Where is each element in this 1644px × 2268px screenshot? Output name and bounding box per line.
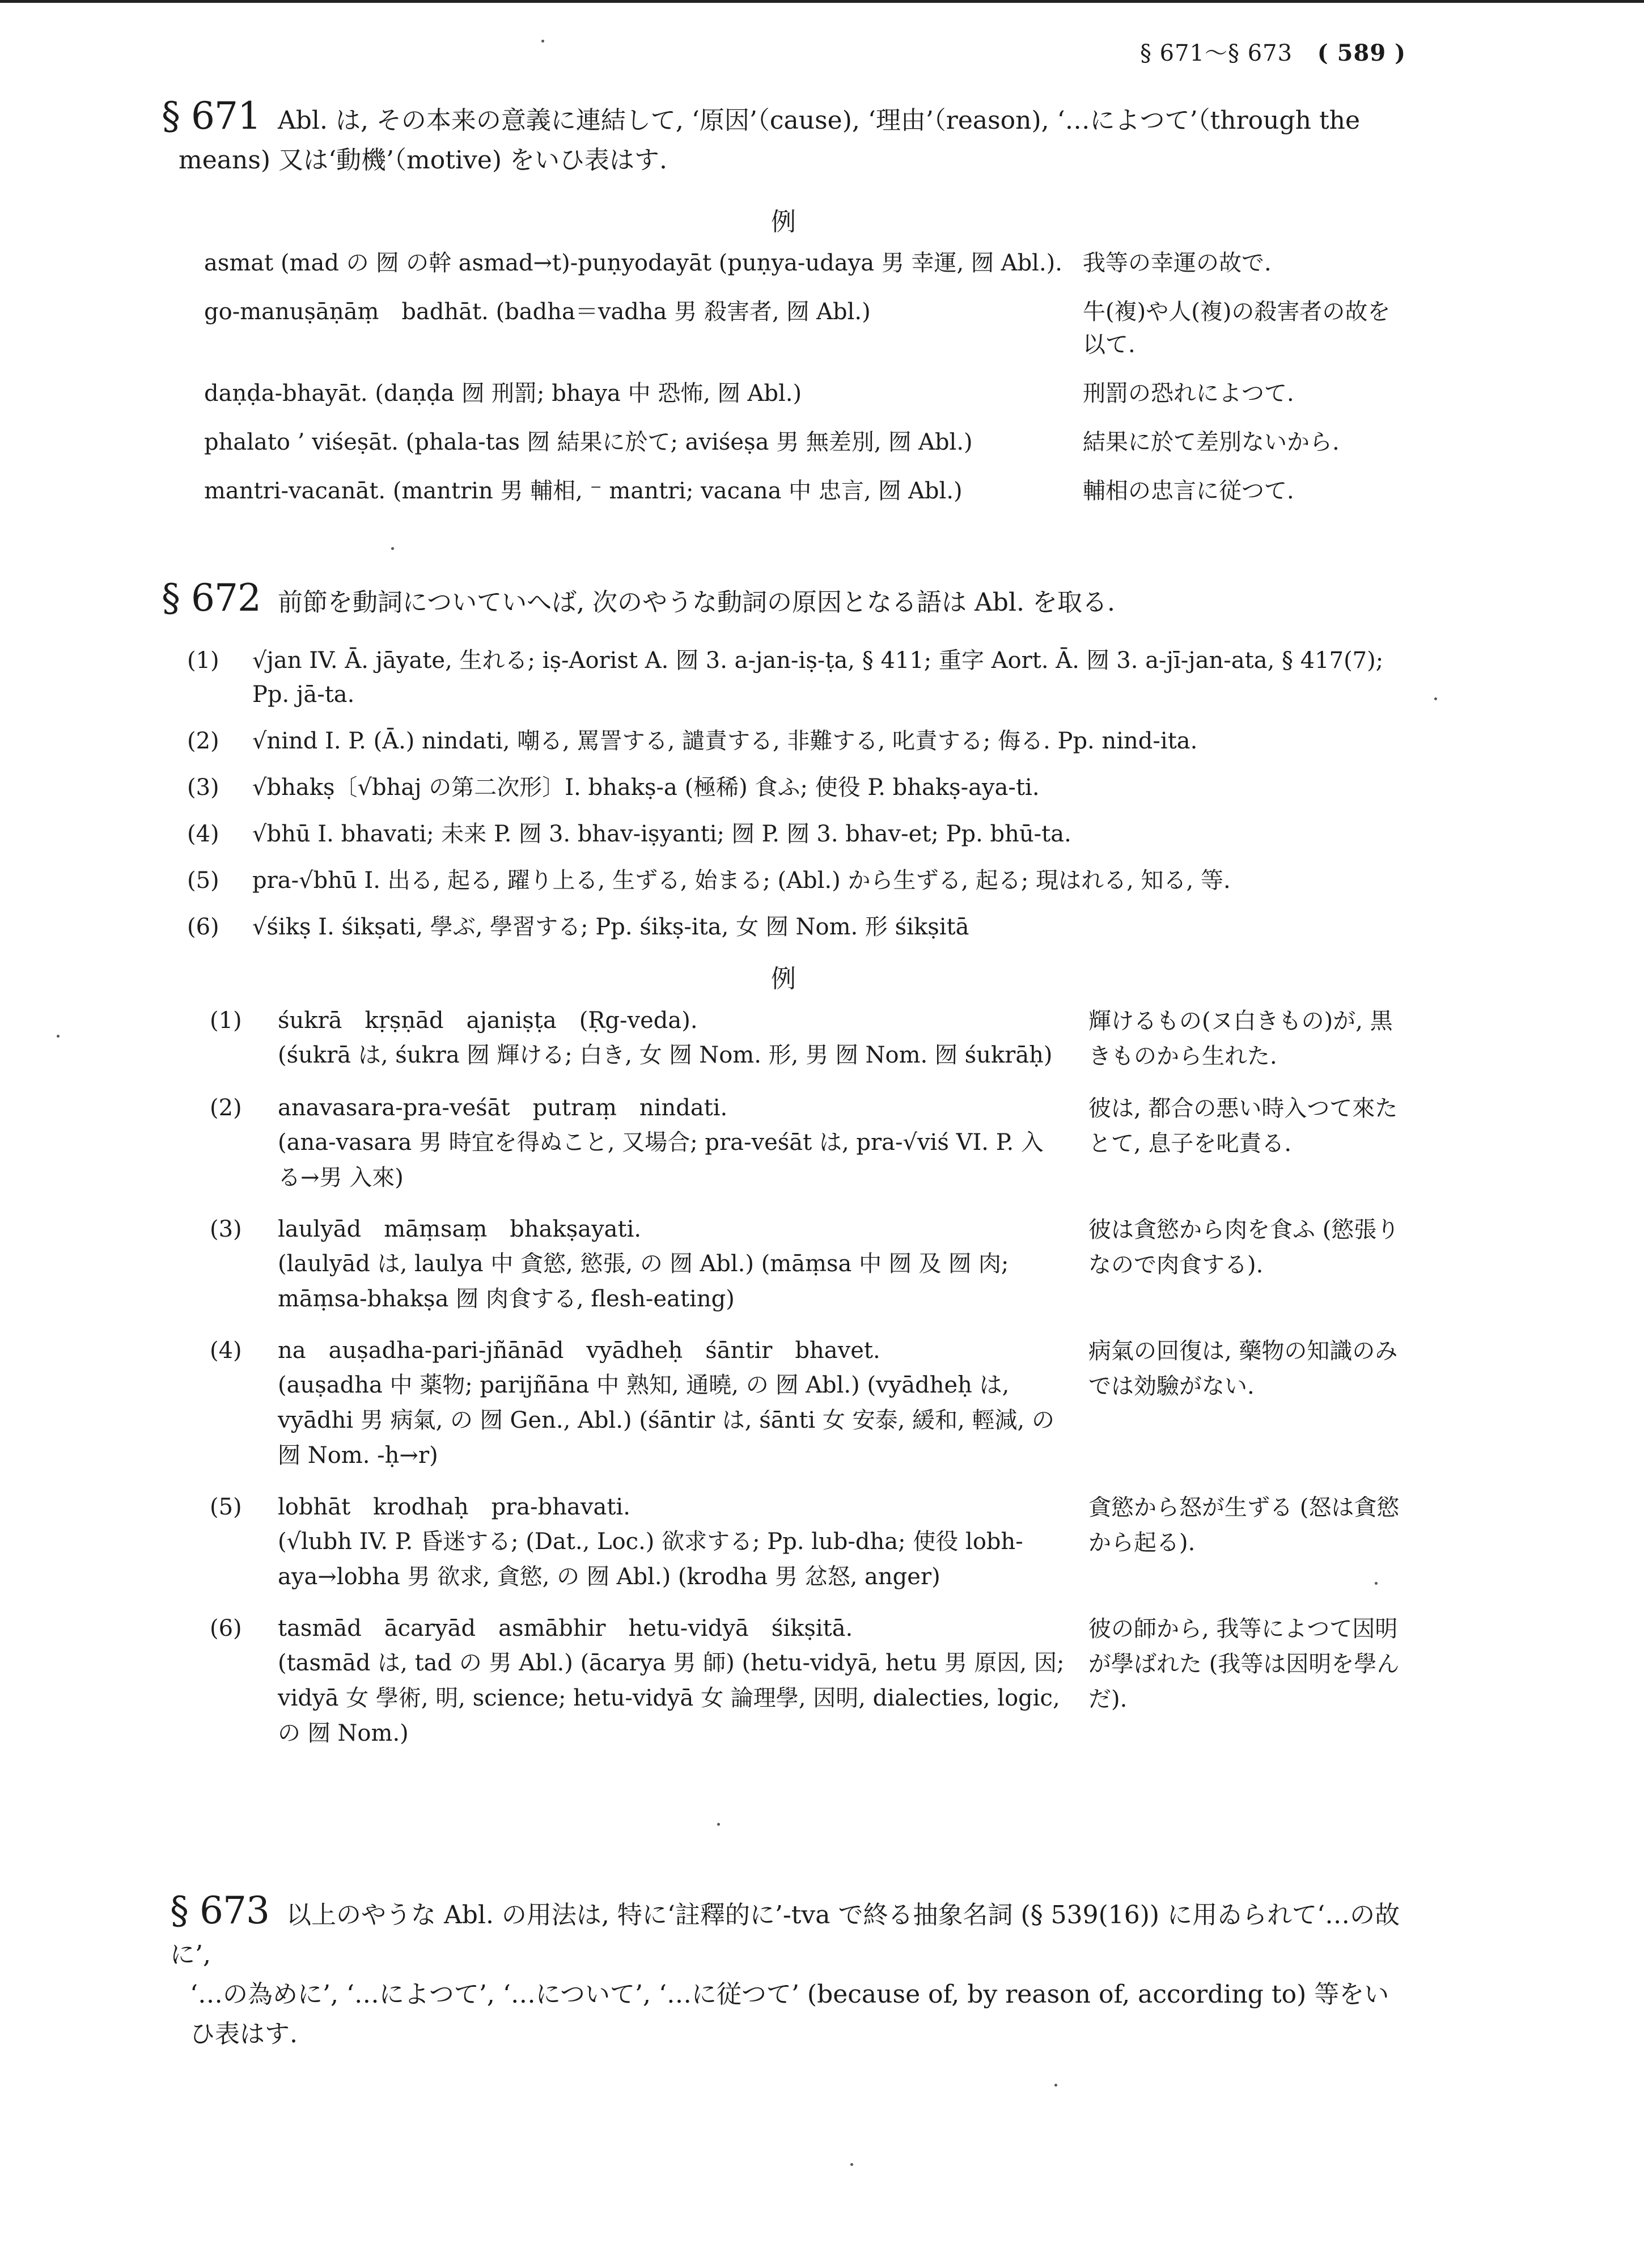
grammar-note: (auṣadha 中 薬物; parijñāna 中 熟知, 通曉, の 囫 Abl.) (vyādheḥ は, vyādhi 男 病氣, の 囫 Gen., Abl.) (śāntir は, śānti 女 安泰, 緩和, 輕減, の 囫 Nom. -ḥ→r)	[278, 1372, 1054, 1469]
example-block	[210, 1212, 1406, 1317]
scan-speck	[57, 1035, 60, 1038]
item-text: √śikṣ I. śikṣati, 學ぶ, 學習する; Pp. śikṣ-ita, 女 囫 Nom. 形 śikṣitā	[252, 914, 969, 940]
section-673	[170, 1891, 1406, 2054]
translation: 輔相の忠言に従つて.	[1083, 478, 1294, 504]
grammar-note: (śukrā は, śukra 囫 輝ける; 白き, 女 囫 Nom. 形, 男 囫 Nom. 囫 śukrāḥ)	[278, 1042, 1053, 1068]
section-lead: 前節を動詞についていへば, 次のやうな動詞の原因となる語は Abl. を取る.	[277, 588, 1116, 617]
section-number: § 671	[162, 94, 261, 138]
list-item	[187, 771, 1412, 805]
page-number: ( 589 )	[1317, 40, 1406, 66]
translation: 刑罰の恐れによつて.	[1083, 380, 1294, 407]
example-block	[210, 1091, 1406, 1195]
example-row	[204, 247, 1406, 280]
section-lead-cont: means) 又は‘動機’（motive) をいひ表はす.	[179, 146, 668, 175]
item-number: (4)	[187, 821, 219, 847]
grammar-note: (laulyād は, laulya 中 貪慾, 慾張, の 囫 Abl.) (māṃsa 中 囫 及 囫 肉; māṃsa-bhakṣa 囫 肉食する, flesh-eating)	[278, 1251, 1009, 1312]
section-lead: 以上のやうな Abl. の用法は, 特に‘註釋的に’-tva で終る抽象名詞 (§ 539(16)) に用ゐられて‘…の故に’,	[170, 1901, 1400, 1969]
sanskrit-sentence: na auṣadha-pari-jñānād vyādheḥ śāntir bhavet.	[278, 1338, 880, 1364]
item-text: √nind I. P. (Ā.) nindati, 嘲る, 罵詈する, 譴責する, 非難する, 叱責する; 侮る. Pp. nind-ita.	[252, 728, 1198, 754]
sanskrit-text: phalato ’ viśeṣāt. (phala-tas 囫 結果に於て; aviśeṣa 男 無差別, 囫 Abl.)	[204, 429, 973, 455]
example-block	[210, 1611, 1406, 1751]
grammar-note: (ana-vasara 男 時宜を得ぬこと, 又場合; pra-veśāt は, pra-√viś VI. P. 入る→男 入來)	[278, 1129, 1044, 1191]
item-number: (5)	[187, 868, 219, 894]
sanskrit-sentence: śukrā kṛṣṇād ajaniṣṭa (Ṛg-veda).	[278, 1008, 698, 1034]
scan-speck	[391, 547, 394, 550]
list-item	[187, 864, 1412, 898]
scan-speck	[541, 40, 544, 43]
item-text: √bhū I. bhavati; 未来 P. 囫 3. bhav-iṣyanti; 囫 P. 囫 3. bhav-et; Pp. bhū-ta.	[252, 821, 1071, 847]
sanskrit-sentence: lobhāt krodhaḥ pra-bhavati.	[278, 1494, 630, 1520]
item-text: √bhakṣ〔√bhaj の第二次形〕I. bhakṣ-a (極稀) 食ふ; 使役 P. bhakṣ-aya-ti.	[252, 775, 1040, 801]
item-text: pra-√bhū I. 出る, 起る, 躍り上る, 生ずる, 始まる; (Abl.) から生ずる, 起る; 現はれる, 知る, 等.	[252, 868, 1231, 894]
list-item	[187, 817, 1412, 851]
example-number: (3)	[210, 1216, 242, 1242]
translation: 我等の幸運の故で.	[1083, 250, 1272, 276]
translation: 彼は貪慾から肉を食ふ (慾張りなので肉食する).	[1088, 1217, 1400, 1278]
list-item	[187, 644, 1412, 712]
section-672	[162, 578, 1403, 623]
translation: 牛(複)や人(複)の殺害者の故を以て.	[1083, 299, 1391, 358]
example-list-672	[210, 1004, 1406, 1768]
sanskrit-text: daṇḍa-bhayāt. (daṇḍa 囫 刑罰; bhaya 中 恐怖, 囫 Abl.)	[204, 380, 802, 407]
example-heading: 例	[771, 964, 796, 993]
item-number: (3)	[187, 775, 219, 801]
top-rule	[0, 0, 1644, 3]
scan-speck	[850, 2163, 853, 2166]
sanskrit-text: mantri-vacanāt. (mantrin 男 輔相, ⁻ mantri; vacana 中 忠言, 囫 Abl.)	[204, 478, 963, 504]
example-block	[210, 1004, 1406, 1074]
example-row	[204, 377, 1406, 410]
section-lead: Abl. は, その本来の意義に連結して, ‘原因’（cause), ‘理由’（reason), ‘…によつて’（through the	[277, 106, 1361, 135]
item-number: (2)	[187, 728, 219, 754]
example-number: (5)	[210, 1494, 242, 1520]
item-number: (1)	[187, 648, 219, 674]
example-block	[210, 1334, 1406, 1473]
sanskrit-sentence: laulyād māṃsaṃ bhakṣayati.	[278, 1216, 642, 1242]
example-block	[210, 1490, 1406, 1594]
item-number: (6)	[187, 914, 219, 940]
item-text: √jan IV. Ā. jāyate, 生れる; iṣ-Aorist A. 囫 3. a-jan-iṣ-ṭa, § 411; 重字 Aort. Ā. 囫 3. a-jī-jan-ata, § 417(7); Pp. jā-ta.	[252, 648, 1384, 708]
translation: 輝けるもの(ヌ白きもの)が, 黒きものから生れた.	[1088, 1008, 1393, 1069]
sanskrit-sentence: anavasara-pra-veśāt putraṃ nindati.	[278, 1095, 728, 1121]
sanskrit-text: asmat (mad の 囫 の幹 asmad→t)-puṇyodayāt (puṇya-udaya 男 幸運, 囫 Abl.).	[204, 250, 1063, 276]
translation: 彼は, 都合の悪い時入つて來たとて, 息子を叱責る.	[1088, 1095, 1398, 1157]
sanskrit-text: go-manuṣāṇāṃ badhāt. (badha＝vadha 男 殺害者, 囫 Abl.)	[204, 299, 871, 325]
list-item	[187, 910, 1412, 944]
section-number: § 672	[162, 576, 261, 620]
example-row	[204, 475, 1406, 507]
section-number: § 673	[170, 1889, 269, 1932]
example-list-671	[204, 247, 1406, 523]
list-item	[187, 724, 1412, 758]
running-header	[1140, 35, 1406, 67]
example-heading: 例	[771, 208, 796, 236]
translation: 貪慾から怒が生ずる (怒は貪慾から起る).	[1088, 1495, 1400, 1556]
example-number: (1)	[210, 1008, 242, 1034]
translation: 病氣の回復は, 藥物の知識のみでは効驗がない.	[1088, 1338, 1398, 1399]
example-number: (2)	[210, 1095, 242, 1121]
scan-speck	[717, 1823, 720, 1826]
section-671	[162, 96, 1403, 180]
scan-speck	[1434, 697, 1437, 700]
example-row	[204, 295, 1406, 361]
scan-speck	[1054, 2084, 1057, 2087]
example-row	[204, 426, 1406, 459]
example-number: (6)	[210, 1615, 242, 1641]
sanskrit-sentence: tasmād ācaryād asmābhir hetu-vidyā śikṣitā.	[278, 1615, 853, 1641]
example-number: (4)	[210, 1338, 242, 1364]
scan-speck	[1375, 1582, 1378, 1585]
section-range: § 671～§ 673	[1139, 40, 1293, 66]
grammar-note: (tasmād は, tad の 男 Abl.) (ācarya 男 師) (hetu-vidyā, hetu 男 原因, 因; vidyā 女 學術, 明, science; hetu-vidyā 女 論理學, 因明, dialecties, logic, の 囫 Nom.)	[278, 1650, 1065, 1746]
translation: 結果に於て差別ないから.	[1083, 429, 1340, 455]
verb-list	[187, 644, 1412, 957]
translation: 彼の師から, 我等によつて因明が學ばれた (我等は因明を學んだ).	[1088, 1616, 1400, 1712]
section-lead-cont: ‘…の為めに’, ‘…によつて’, ‘…について’, ‘…に従つて’ (because of, by reason of, according to) 等をいひ表はす.	[190, 1980, 1389, 2049]
grammar-note: (√lubh IV. P. 昏迷する; (Dat., Loc.) 欲求する; Pp. lub-dha; 使役 lobh-aya→lobha 男 欲求, 貪慾, の 囫 Abl.) (krodha 男 忿怒, anger)	[278, 1529, 1023, 1590]
